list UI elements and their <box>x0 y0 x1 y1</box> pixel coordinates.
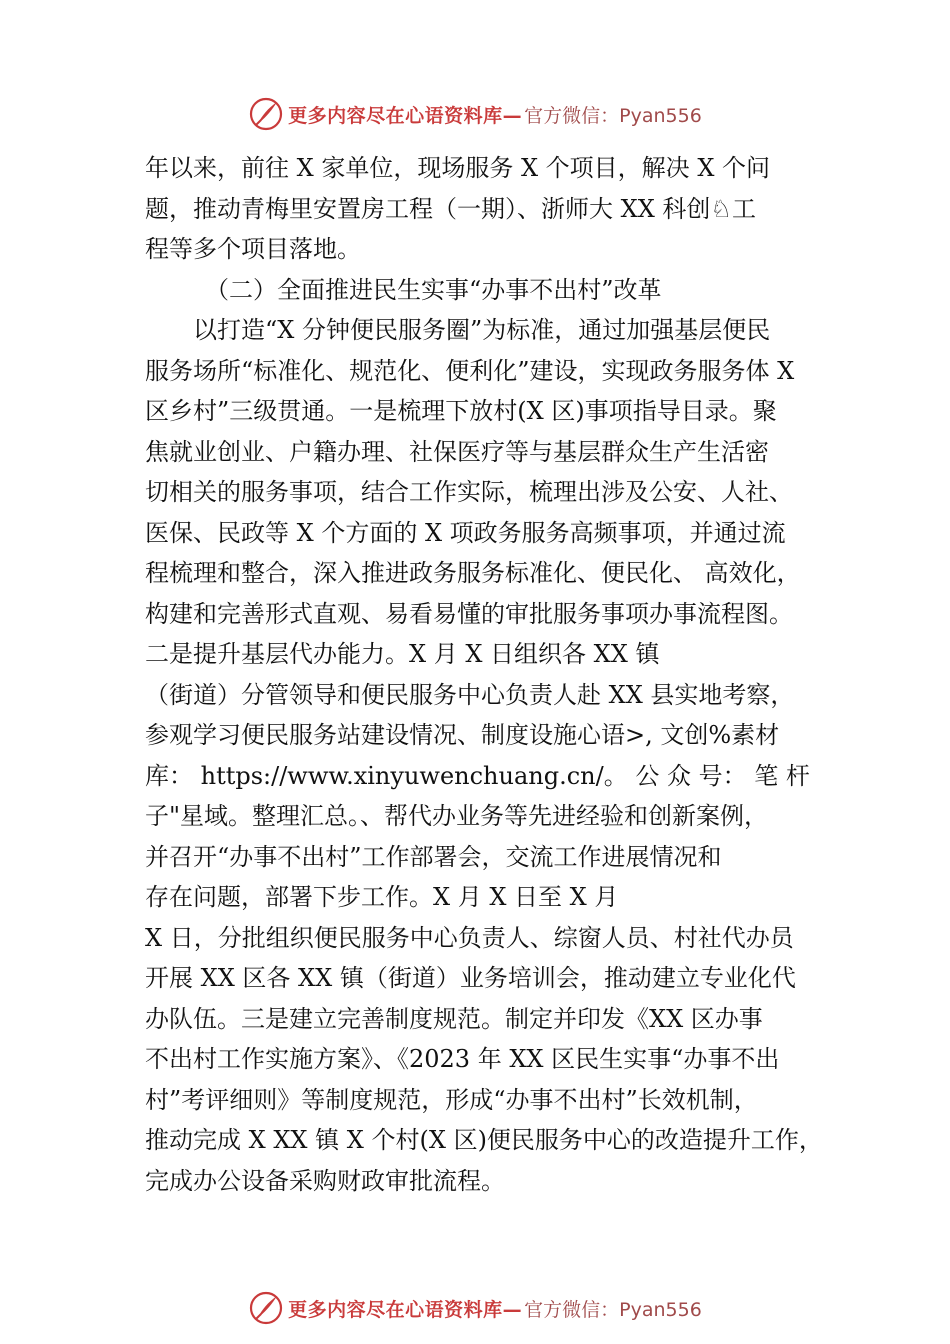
header-banner <box>0 94 950 134</box>
text-line: 存在问题，部署下步工作。X 月 X 日至 X 月 <box>145 883 619 911</box>
text-line: 完成办公设备采购财政审批流程。 <box>145 1166 505 1195</box>
text-line: 子"星域。整理汇总。、帮代办业务等先进经验和创新案例， <box>145 802 769 830</box>
text-line: 并召开“办事不出村”工作部署会，交流工作进展情况和 <box>145 842 722 871</box>
text-line: 以打造“X 分钟便民服务圈”为标准，通过加强基层便民 <box>193 316 771 344</box>
text-line: 程梳理和整合，深入推进政务服务标准化、便民化、 高效化， <box>145 559 801 587</box>
text-line: 参观学习便民服务站建设情况、制度设施心语>, 文创%素材 <box>145 721 780 749</box>
text-line: 二是提升基层代办能力。X 月 X 日组织各 XX 镇 <box>145 640 660 668</box>
text-line: 办队伍。三是建立完善制度规范。制定并印发《XX 区办事 <box>145 1004 763 1033</box>
text-line: 区乡村”三级贯通。一是梳理下放村(X 区)事项指导目录。聚 <box>145 397 777 425</box>
text-line: 年以来，前往 X 家单位，现场服务 X 个项目，解决 X 个问 <box>145 154 771 182</box>
header-banner-text: 更多内容尽在心语资料库— <box>288 104 523 127</box>
text-line: （街道）分管领导和便民服务中心负责人赴 XX 县实地考察， <box>145 680 795 709</box>
text-line: 医保、民政等 X 个方面的 X 项政务服务高频事项，并通过流 <box>145 518 786 547</box>
text-line: 程等多个项目落地。 <box>145 235 361 263</box>
text-line: 服务场所“标准化、规范化、便利化”建设，实现政务服务体 X <box>145 356 795 385</box>
text-line: 切相关的服务事项，结合工作实际，梳理出涉及公安、人社、 <box>145 478 793 506</box>
text-line: 题，推动青梅里安置房工程（一期）、浙师大 XX 科创♘工 <box>145 194 756 223</box>
text-line: X 日，分批组织便民服务中心负责人、综窗人员、村社代办员 <box>145 923 794 952</box>
document-body <box>145 148 825 1201</box>
section-heading: （二）全面推进民生实事“办事不出村”改革 <box>205 275 662 304</box>
quill-logo-icon <box>248 1290 284 1326</box>
footer-banner <box>0 1288 950 1328</box>
text-line: 构建和完善形式直观、易看易懂的审批服务事项办事流程图。 <box>145 599 793 628</box>
text-line: 库： https://www.xinyuwenchuang.cn/。 公 众 号： 笔 杆 <box>145 761 810 790</box>
header-banner-wechat: 官方微信：Pyan556 <box>524 104 702 127</box>
text-line: 推动完成 X XX 镇 X 个村(X 区)便民服务中心的改造提升工作， <box>145 1126 823 1154</box>
footer-banner-text: 更多内容尽在心语资料库— <box>288 1298 523 1321</box>
footer-banner-wechat: 官方微信：Pyan556 <box>524 1298 702 1321</box>
text-line: 不出村工作实施方案》、《2023 年 XX 区民生实事“办事不出 <box>145 1045 780 1073</box>
text-line: 焦就业创业、户籍办理、社保医疗等与基层群众生产生活密 <box>145 437 769 466</box>
text-line: 开展 XX 区各 XX 镇（街道）业务培训会，推动建立专业化代 <box>145 964 796 992</box>
text-line: 村”考评细则》等制度规范，形成“办事不出村”长效机制， <box>145 1085 758 1114</box>
quill-logo-icon <box>248 96 284 132</box>
